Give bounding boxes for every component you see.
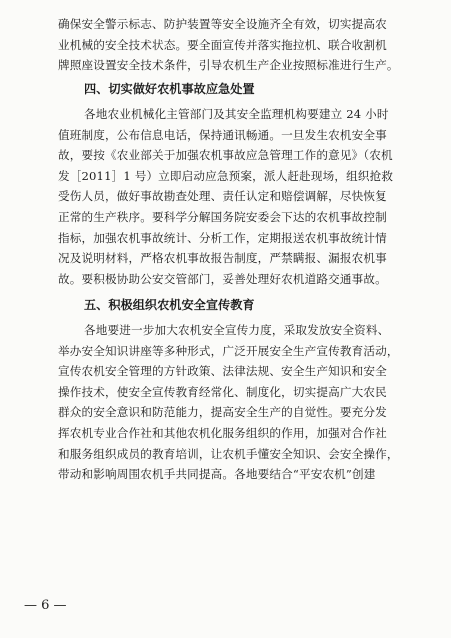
text-line: 宣传农机安全管理的方针政策、法律法规、安全生产知识和安全 [58,364,387,379]
text-line: 牌照座设置安全技术条件，引导农机生产企业按照标准进行生产。 [58,58,399,73]
text-line: 带动和影响周围农机手共同提高。各地要结合“平安农机”创建 [58,467,376,482]
section-heading-4: 四、切实做好农机事故应急处置 [84,82,255,96]
text-line: 确保安全警示标志、防护装置等安全设施齐全有效，切实提高农 [58,17,387,31]
text-line: 操作技术，使安全宣传教育经常化、制度化，切实提高广大农民 [58,384,387,399]
text-line: 故。要积极协助公安交管部门，妥善处理好农机道路交通事故。 [58,271,387,286]
text-line: 举办安全知识讲座等多种形式，广泛开展安全生产宣传教育活动， [58,343,399,358]
text-line: 群众的安全意识和防范能力，提高安全生产的自觉性。要充分发 [58,405,387,420]
text-line: 业机械的安全技术状态。要全面宣传并落实拖拉机、联合收割机 [58,37,387,52]
text-line: 指标，加强农机事故统计、分析工作，定期报送农机事故统计情 [58,230,387,245]
paragraph-section-4 [58,104,426,289]
text-line: 挥农机专业合作社和其他农机化服务组织的作用，加强对合作社 [58,425,387,440]
text-line: 受伤人员，做好事故勘查处理、责任认定和赔偿调解，尽快恢复 [58,189,387,204]
text-line: 各地农业机械化主管部门及其安全监理机构要建立 24 小时 [84,107,389,121]
paragraph-section-5 [58,320,426,485]
text-line: 况及说明材料，严格农机事故报告制度，严禁瞒报、漏报农机事 [58,251,387,266]
page-number: — 6 — [24,598,67,613]
text-line: 故，要按《农业部关于加强农机事故应急管理工作的意见》（农机 [58,148,393,163]
text-line: 和服务组织成员的教育培训，让农机手懂安全知识、会安全操作， [58,446,399,461]
text-line: 发［2011］1 号）立即启动应急预案，派人赶赴现场，组织抢救 [58,168,394,183]
text-line: 正常的生产秩序。要科学分解国务院安委会下达的农机事故控制 [58,209,387,224]
text-line: 各地要进一步加大农机安全宣传力度，采取发放安全资料、 [84,323,390,337]
section-heading-5: 五、积极组织农机安全宣传教育 [84,298,255,312]
text-line: 值班制度，公布信息电话，保持通讯畅通。一旦发生农机安全事 [58,127,387,142]
paragraph-top [58,14,426,76]
